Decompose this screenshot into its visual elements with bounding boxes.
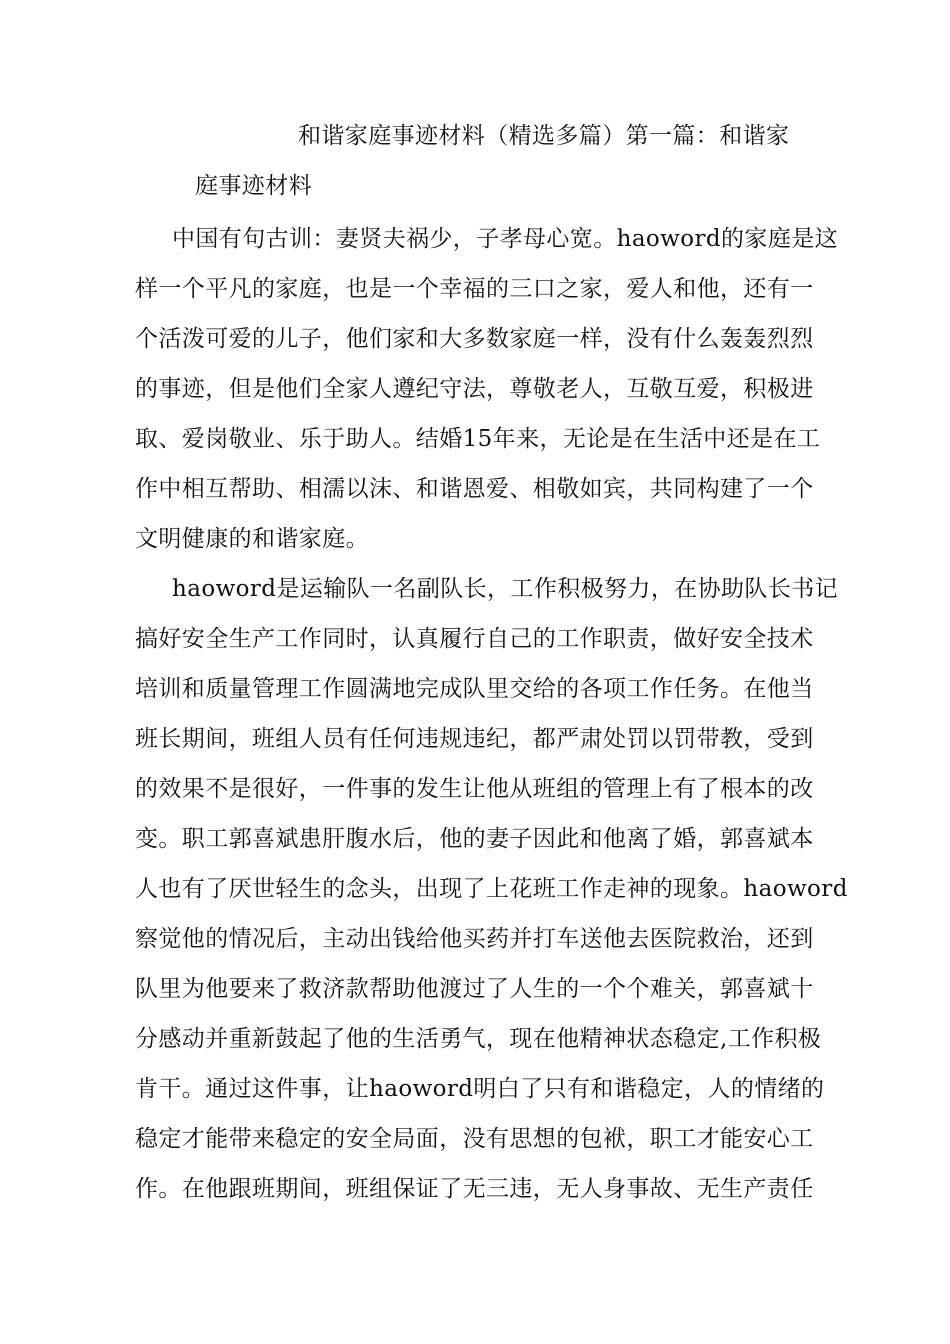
paragraph-1-line-6: 作中相互帮助、相濡以沫、和谐恩爱、相敬如宾，共同构建了一个 xyxy=(135,476,814,502)
paragraph-2-line-1: haoword是运输队一名副队长，工作积极努力，在协助队长书记 xyxy=(172,576,839,602)
paragraph-2-line-10: 分感动并重新鼓起了他的生活勇气，现在他精神状态稳定,工作积极 xyxy=(135,1026,822,1052)
document-title-line-1: 和谐家庭事迹材料（精选多篇）第一篇：和谐家 xyxy=(298,123,790,149)
paragraph-2-line-13: 作。在他跟班期间，班组保证了无三违，无人身事故、无生产责任 xyxy=(135,1176,814,1202)
paragraph-2-line-8: 察觉他的情况后，主动出钱给他买药并打车送他去医院救治，还到 xyxy=(135,926,814,952)
paragraph-2-line-9: 队里为他要来了救济款帮助他渡过了人生的一个个难关，郭喜斌十 xyxy=(135,976,814,1002)
paragraph-1-line-1: 中国有句古训：妻贤夫祸少，子孝母心宽。haoword的家庭是这 xyxy=(172,226,839,252)
paragraph-2-line-12: 稳定才能带来稳定的安全局面，没有思想的包袱，职工才能安心工 xyxy=(135,1126,814,1152)
paragraph-2-line-7: 人也有了厌世轻生的念头，出现了上花班工作走神的现象。haoword xyxy=(135,876,848,902)
paragraph-2-line-5: 的效果不是很好，一件事的发生让他从班组的管理上有了根本的改 xyxy=(135,776,814,802)
paragraph-2-line-3: 培训和质量管理工作圆满地完成队里交给的各项工作任务。在他当 xyxy=(135,676,814,702)
paragraph-2-line-4: 班长期间，班组人员有任何违规违纪，都严肃处罚以罚带教，受到 xyxy=(135,726,814,752)
paragraph-1-line-7: 文明健康的和谐家庭。 xyxy=(135,526,369,552)
paragraph-1-line-2: 样一个平凡的家庭，也是一个幸福的三口之家，爱人和他，还有一 xyxy=(135,276,814,302)
paragraph-2-line-11: 肯干。通过这件事，让haoword明白了只有和谐稳定，人的情绪的 xyxy=(135,1076,825,1102)
paragraph-1-line-3: 个活泼可爱的儿子，他们家和大多数家庭一样，没有什么轰轰烈烈 xyxy=(135,326,814,352)
paragraph-1-line-4: 的事迹，但是他们全家人遵纪守法，尊敬老人，互敬互爱，积极进 xyxy=(135,376,814,402)
document-title-line-2: 庭事迹材料 xyxy=(195,173,312,199)
paragraph-1-line-5: 取、爱岗敬业、乐于助人。结婚15年来，无论是在生活中还是在工 xyxy=(135,426,821,452)
paragraph-2-line-2: 搞好安全生产工作同时，认真履行自己的工作职责，做好安全技术 xyxy=(135,626,814,652)
paragraph-2-line-6: 变。职工郭喜斌患肝腹水后，他的妻子因此和他离了婚，郭喜斌本 xyxy=(135,826,814,852)
